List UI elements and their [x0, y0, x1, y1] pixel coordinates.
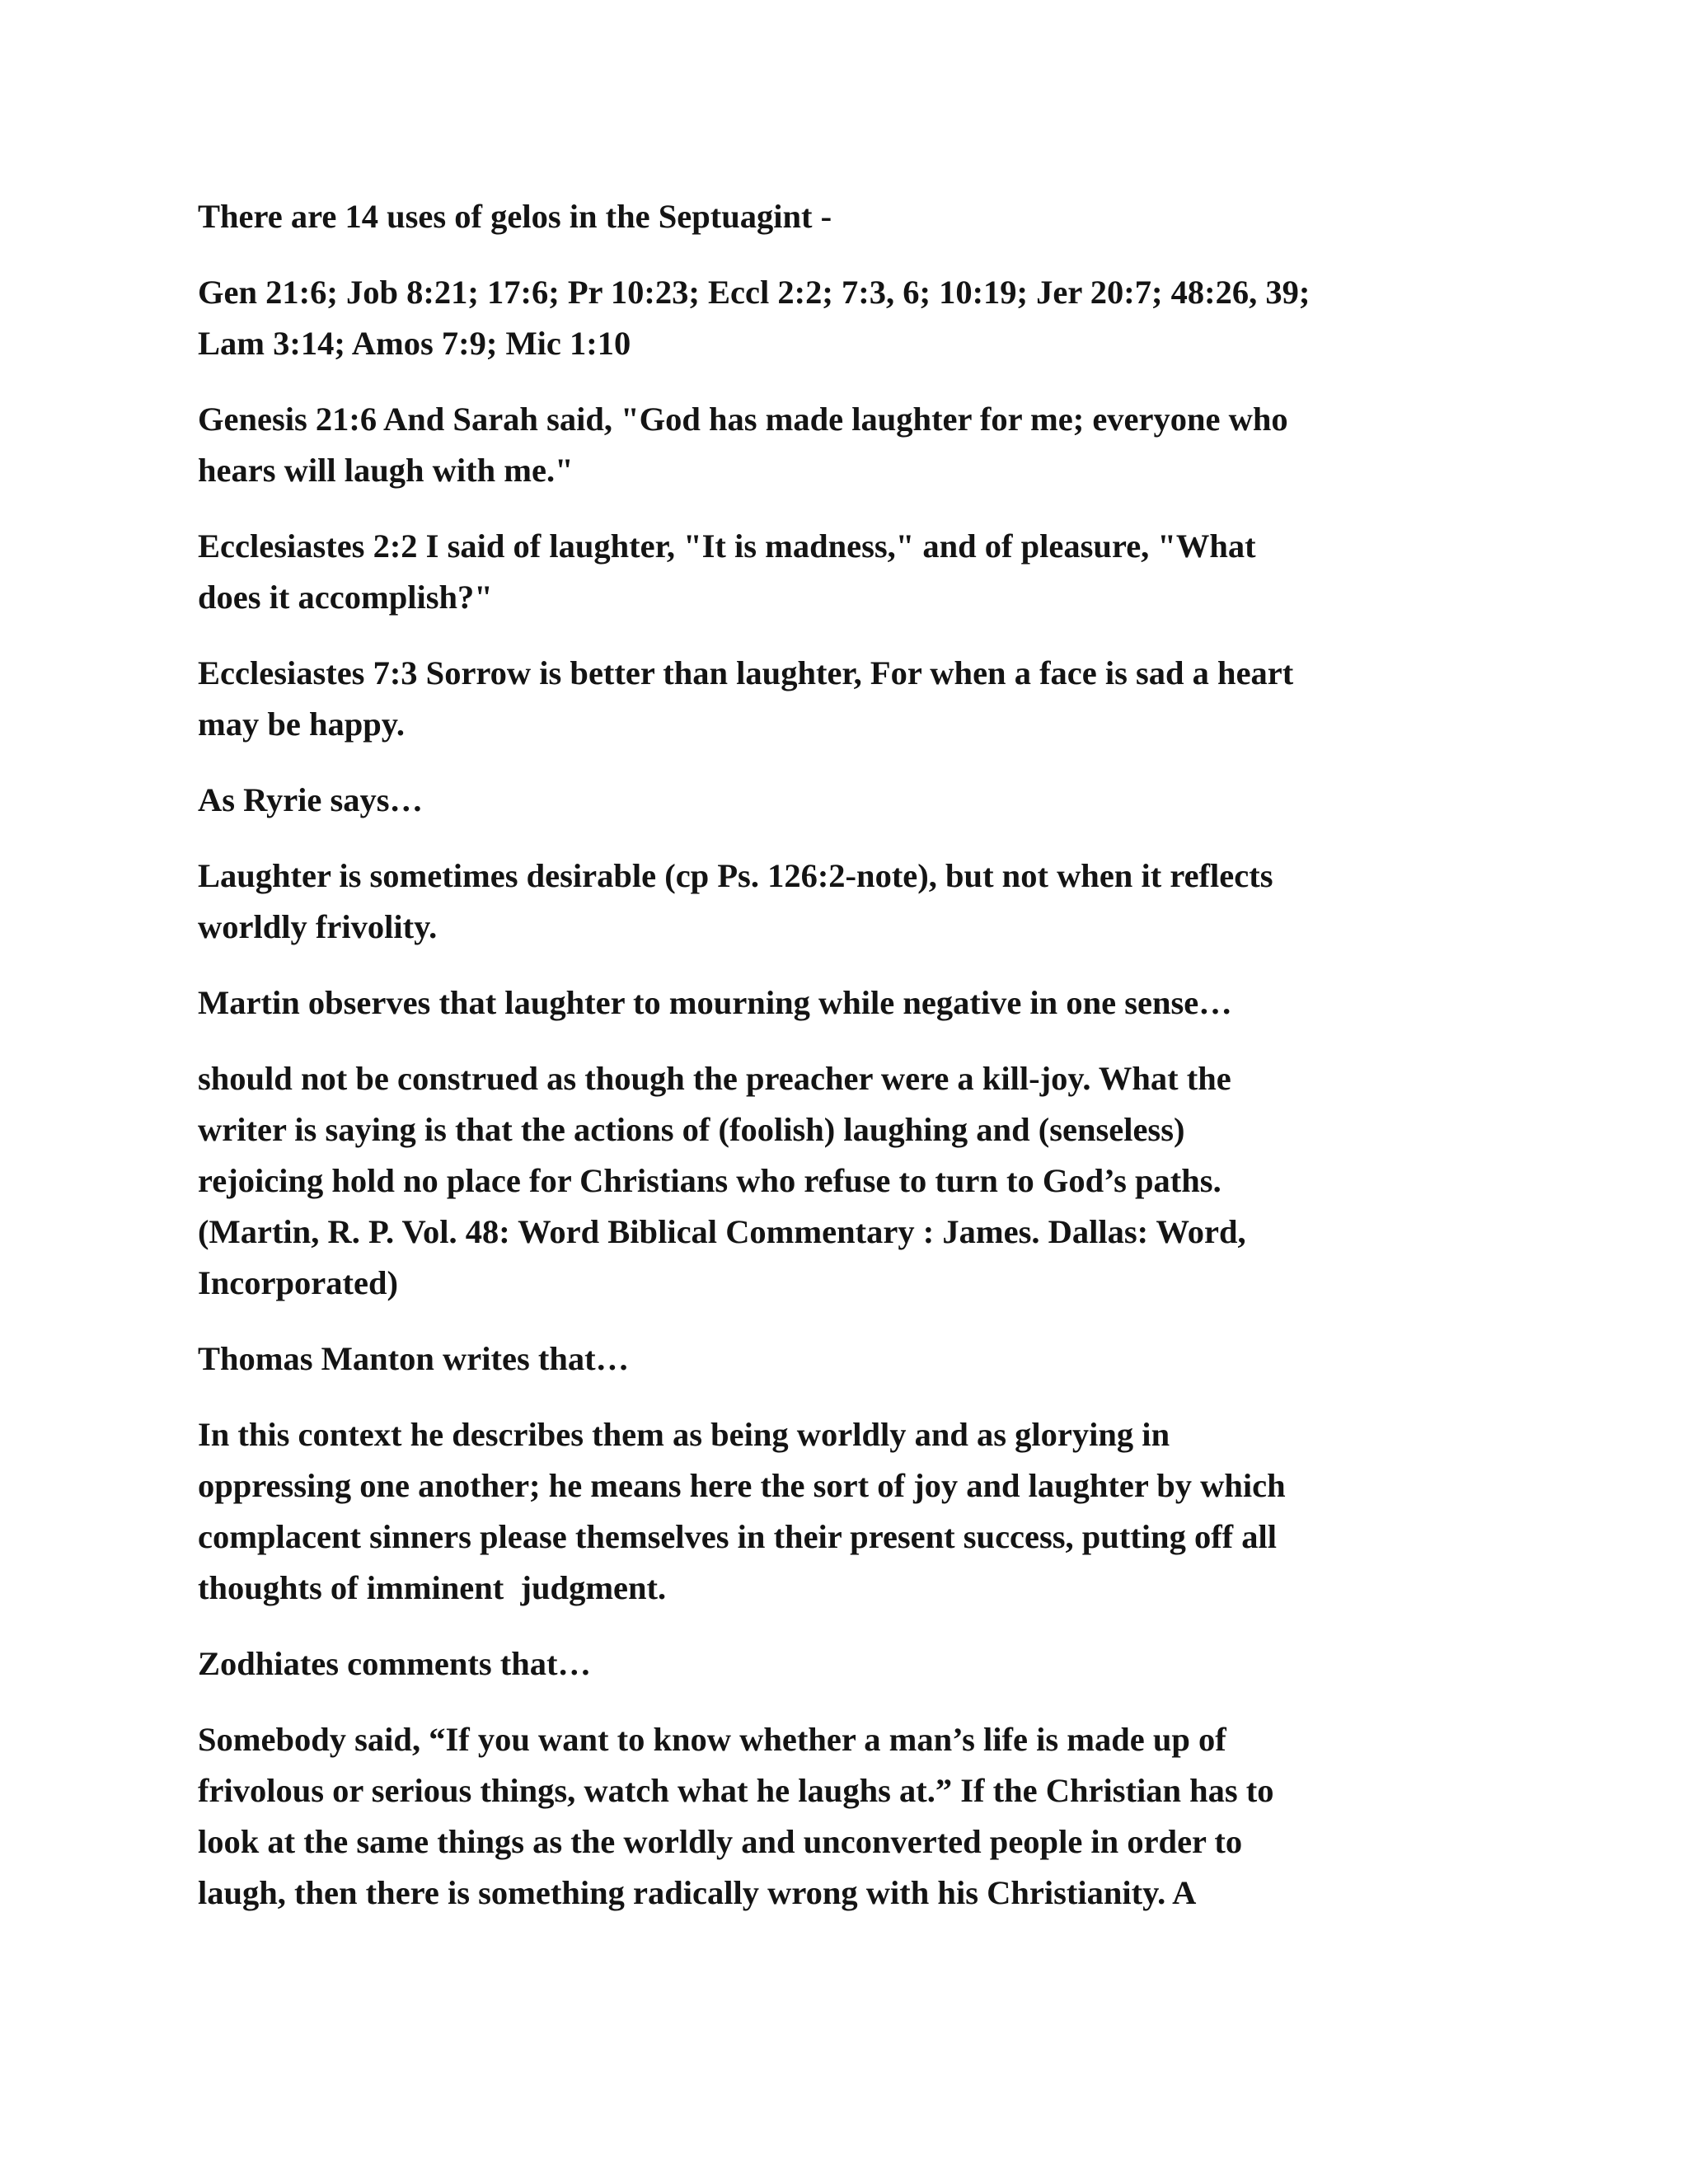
martin-intro: Martin observes that laughter to mourning while negative in one sense… — [198, 984, 1232, 1021]
ryrie-quote: Laughter is sometimes desirable (cp Ps. 126:2-note), but not when it reflects worldly frivolity. — [198, 857, 1273, 945]
manton-intro: Thomas Manton writes that… — [198, 1340, 630, 1377]
manton-quote: In this context he describes them as being worldly and as glorying in oppressing one another; he means here the sort of joy and laughter by which complacent sinners please themselves in their present success, putting off all thoughts of imminent judgment. — [198, 1416, 1286, 1606]
document-body — [198, 191, 1500, 1943]
scripture-reference-list: Gen 21:6; Job 8:21; 17:6; Pr 10:23; Eccl 2:2; 7:3, 6; 10:19; Jer 20:7; 48:26, 39; Lam 3:14; Amos 7:9; Mic 1:10 — [198, 274, 1311, 362]
martin-quote: should not be construed as though the preacher were a kill-joy. What the writer is saying is that the actions of (foolish) laughing and (senseless) rejoicing hold no place for Christians who refuse to turn to God’s paths. (Martin, R. P. Vol. 48: Word Biblical Commentary : James. Dallas: Word, Incorporated) — [198, 1060, 1246, 1301]
verse-ecclesiastes-2-2: Ecclesiastes 2:2 I said of laughter, "It is madness," and of pleasure, "What does it accomplish?" — [198, 527, 1256, 616]
zodhiates-quote: Somebody said, “If you want to know whether a man’s life is made up of frivolous or serious things, watch what he laughs at.” If the Christian has to look at the same things as the worldly and unconverted people in order to laugh, then there is something radically wrong with his Christianity. A — [198, 1721, 1274, 1911]
verse-ecclesiastes-7-3: Ecclesiastes 7:3 Sorrow is better than laughter, For when a face is sad a heart may be happy. — [198, 654, 1294, 743]
verse-genesis-21-6: Genesis 21:6 And Sarah said, "God has made laughter for me; everyone who hears will laugh with me." — [198, 401, 1288, 489]
ryrie-intro: As Ryrie says… — [198, 781, 424, 818]
intro-septuagint-uses: There are 14 uses of gelos in the Septuagint - — [198, 198, 832, 235]
zodhiates-intro: Zodhiates comments that… — [198, 1645, 591, 1682]
